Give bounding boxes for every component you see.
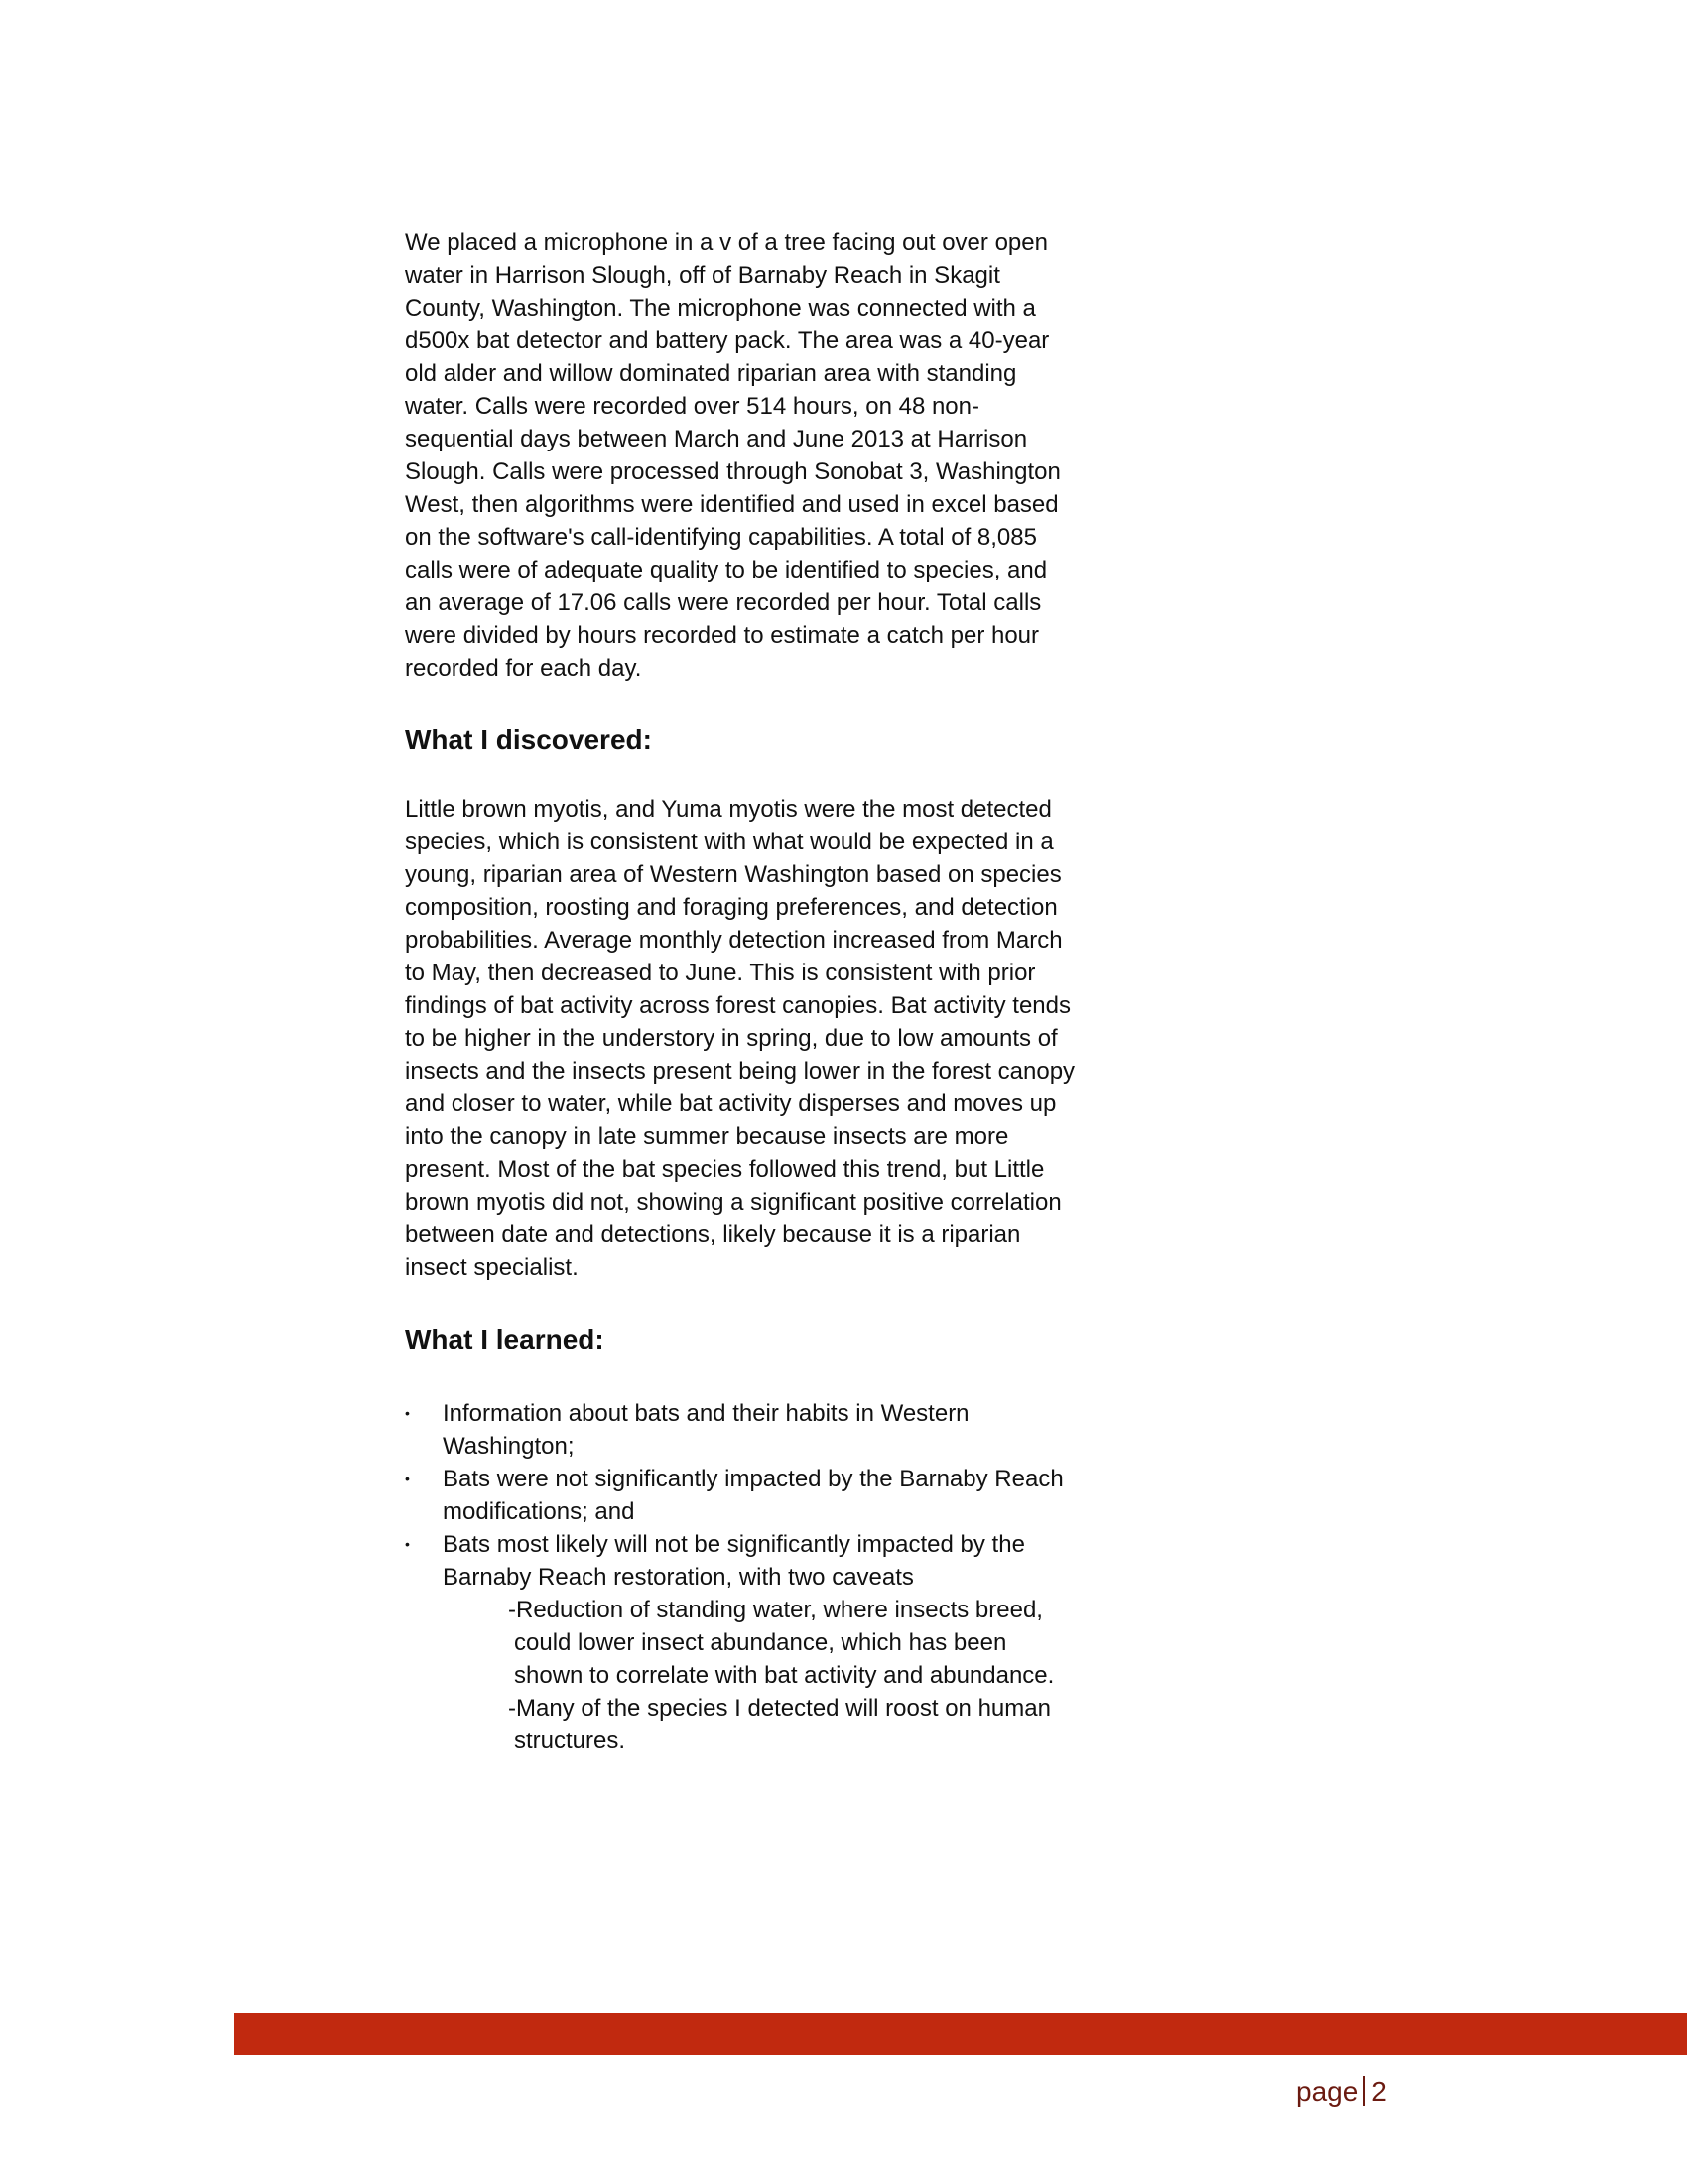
discovered-heading: What I discovered: [405,724,652,755]
list-item [405,1463,1080,1528]
page-number [1296,2074,1387,2110]
bullet-icon: • [405,1471,410,1486]
bullet-icon: • [405,1405,410,1421]
page-label: page [1296,2076,1359,2107]
learned-heading: What I learned: [405,1324,604,1354]
methods-paragraph: We placed a microphone in a v of a tree facing out over open water in Harrison Slough, off of Barnaby Reach in Skagit County, Washington. The microphone was connected with a d500x bat detector and battery pack. The area was a 40-year old alder and willow dominated riparian area with standing water. Calls were recorded over 514 hours, on 48 non-sequential days between March and June 2013 at Harrison Slough. Calls were processed through Sonobat 3, Washington West, then algorithms were identified and used in excel based on the software's call-identifying capabilities. A total of 8,085 calls were of adequate quality to be identified to species, and an average of 17.06 calls were recorded per hour. Total calls were divided by hours recorded to estimate a catch per hour recorded for each day. [405,229,1061,682]
caveat-item: -Reduction of standing water, where insects breed, could lower insect abundance, which has been shown to correlate with bat activity and abundance. [508,1597,1055,1689]
bullet-icon: • [405,1536,410,1552]
caveat-item: -Many of the species I detected will roost on human structures. [508,1695,1051,1754]
page-separator [1363,2076,1365,2106]
list-item-text: Bats were not significantly impacted by the Barnaby Reach modifications; and [443,1466,1064,1525]
list-item-text: Information about bats and their habits in Western Washington; [443,1400,970,1460]
page-number-value: 2 [1371,2076,1387,2107]
list-item [405,1528,1080,1594]
list-item [405,1397,1080,1463]
learned-list [405,1397,1080,1594]
document-body [405,226,1080,1757]
list-item-text: Bats most likely will not be significantly impacted by the Barnaby Reach restoration, with two caveats [443,1531,1025,1591]
footer-bar [234,2013,1687,2055]
discovered-paragraph: Little brown myotis, and Yuma myotis were the most detected species, which is consistent with what would be expected in a young, riparian area of Western Washington based on species composition, roosting and foraging preferences, and detection probabilities. Average monthly detection increased from March to May, then decreased to June. This is consistent with prior findings of bat activity across forest canopies. Bat activity tends to be higher in the understory in spring, due to low amounts of insects and the insects present being lower in the forest canopy and closer to water, while bat activity disperses and moves up into the canopy in late summer because insects are more present. Most of the bat species followed this trend, but Little brown myotis did not, showing a significant positive correlation between date and detections, likely because it is a riparian insect specialist. [405,796,1076,1281]
